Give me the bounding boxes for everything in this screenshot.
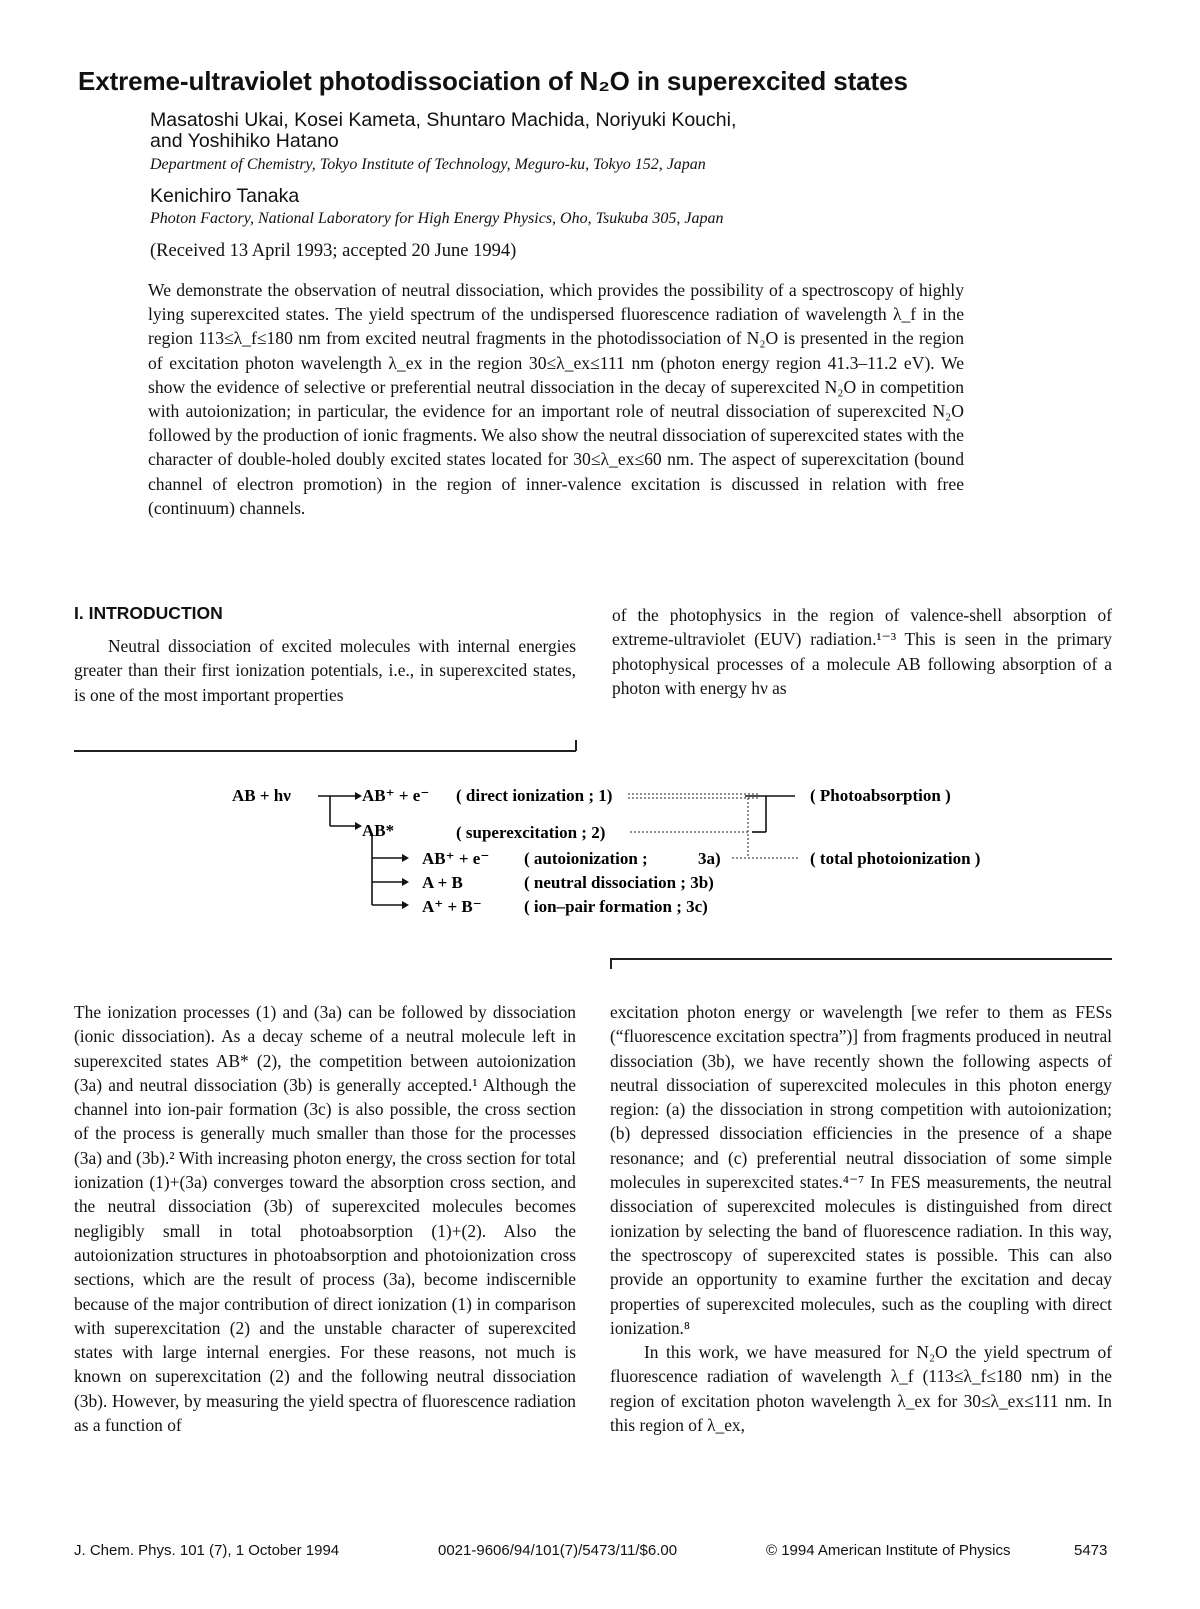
intro-paragraph-2-left: The ionization processes (1) and (3a) can be followed by dissociation (ionic dissociation). As a decay scheme of a neutral molecule left in superexcited states AB* (2), the competition between autoionization (3a) and neutral dissociation (3b) is generally accepted.¹ Although the channel into ion-pair formation (3c) is also possible, the cross section of the process is generally much smaller than those for the processes (3a) and (3b).² With increasing photon energy, the cross section for total ionization (1)+(3a) converges toward the absorption cross section, and the neutral dissociation (3b) of superexcited molecules becomes negligibly small in total photoabsorption (1)+(2). Also the autoionization structures in photoabsorption and photoionization cross sections, which are the result of process (3a), become indiscernible because of the major contribution of direct ionization (1) in comparison with superexcitation (2) and the unstable character of superexcited states with large internal energies. For these reasons, not much is known on superexcitation (2) and the following neutral dissociation (3b). However, by measuring the yield spectra of fluorescence radiation as a function of xyxy=(74,1002,576,1436)
scheme-product-3c: A⁺ + B⁻ xyxy=(422,897,482,916)
intro-paragraph-1-right: of the photophysics in the region of valence-shell absorption of extreme-ultraviolet (EUV) radiation.¹⁻³ This is seen in the primary photophysical processes of a molecule AB following absorption of a photon with energy hν as xyxy=(612,605,1112,698)
intro-paragraph-1-left: Neutral dissociation of excited molecules with internal energies greater than their first ionization potentials, i.e., in superexcited states, is one of the most important properties xyxy=(74,636,576,705)
affiliation-2: Photon Factory, National Laboratory for High Energy Physics, Oho, Tsukuba 305, Japan xyxy=(150,210,724,227)
scheme-label-3b: ( neutral dissociation ; 3b) xyxy=(524,873,714,892)
scheme-product-1: AB⁺ + e⁻ xyxy=(362,786,430,805)
rule-right-tick xyxy=(610,958,612,969)
author-block xyxy=(150,110,736,152)
paper-title: Extreme-ultraviolet photodissociation of N₂O in superexcited states xyxy=(78,66,908,96)
scheme-reactant: AB + hν xyxy=(232,786,291,805)
footer-code: 0021-9606/94/101(7)/5473/11/$6.00 xyxy=(438,1542,678,1559)
scheme-label-3a: ( autoionization ; xyxy=(524,849,648,868)
scheme-product-2: AB* xyxy=(362,821,395,840)
abstract-text: We demonstrate the observation of neutral dissociation, which provides the possibility of a spectroscopy of highly lying superexcited states. The yield spectrum of the undispersed fluorescence radiation of wavelength λ_f in the region 113≤λ_f≤180 nm from excited neutral fragments in the photodissociation of N₂O is presented in the region of excitation photon wavelength λ_ex in the region 30≤λ_ex≤111 nm (photon energy region 41.3–11.2 eV). We show the evidence of selective or preferential neutral dissociation in the decay of superexcited N₂O in competition with autoionization; in particular, the evidence for an important role of neutral dissociation of superexcited N₂O followed by the production of ionic fragments. We also show the neutral dissociation of superexcited states with the character of double-holed doubly excited states located for 30≤λ_ex≤60 nm. The aspect of superexcitation (bound channel of electron promotion) in the region of inner-valence excitation is discussed in relation with free (continuum) channels. xyxy=(148,280,964,518)
scheme-label-2: ( superexcitation ; 2) xyxy=(456,823,606,842)
intro-left-bottom xyxy=(74,1000,576,1437)
footer-journal: J. Chem. Phys. 101 (7), 1 October 1994 xyxy=(74,1542,340,1559)
authors-line-2: and Yoshihiko Hatano xyxy=(150,130,339,152)
rule-left-tick xyxy=(575,740,577,751)
scheme-label-3c: ( ion–pair formation ; 3c) xyxy=(524,897,708,916)
intro-right-bottom xyxy=(610,1000,1112,1437)
scheme-product-3a: AB⁺ + e⁻ xyxy=(422,849,490,868)
abstract xyxy=(148,278,964,520)
scheme-branch-lines xyxy=(318,796,402,905)
authors-line-1: Masatoshi Ukai, Kosei Kameta, Shuntaro Machida, Noriyuki Kouchi, xyxy=(150,109,737,131)
rule-left xyxy=(74,750,576,752)
scheme-photoabsorption: ( Photoabsorption ) xyxy=(810,786,951,805)
footer-page-number: 5473 xyxy=(1074,1542,1108,1559)
scheme-total-photoionization: ( total photoionization ) xyxy=(810,849,981,868)
author-2: Kenichiro Tanaka xyxy=(150,185,300,207)
received-dates: (Received 13 April 1993; accepted 20 June 1994) xyxy=(150,241,517,261)
scheme-label-1: ( direct ionization ; 1) xyxy=(456,786,613,805)
intro-paragraph-3-right: In this work, we have measured for N₂O the yield spectrum of fluorescence radiation of wavelength λ_f (113≤λ_f≤180 nm) in the region of excitation photon wavelength λ_ex for 30≤λ_ex≤111 nm. In this region of λ_ex, xyxy=(610,1342,1112,1436)
section-heading: I. INTRODUCTION xyxy=(74,603,223,623)
scheme-brackets xyxy=(745,796,795,832)
rule-right xyxy=(610,958,1112,960)
footer-copyright: © 1994 American Institute of Physics xyxy=(766,1542,1011,1559)
intro-right-top xyxy=(612,603,1112,700)
affiliation-1: Department of Chemistry, Tokyo Institute of Technology, Meguro-ku, Tokyo 152, Japan xyxy=(150,156,706,173)
scheme-arrowheads xyxy=(355,792,409,909)
scheme-product-3b: A + B xyxy=(422,873,463,892)
intro-left-top xyxy=(74,634,576,707)
intro-paragraph-2-right: excitation photon energy or wavelength [we refer to them as FESs (“fluorescence excitation spectra”)] from fragments produced in neutral dissociation (3b), we have recently shown the following aspects of neutral dissociation of superexcited molecules in this photon energy region: (a) the dissociation in strong competition with autoionization; (b) depressed dissociation efficiencies in the presence of a shape resonance; and (c) preferential neutral dissociation of some simple molecules in superexcited states.⁴⁻⁷ In FES measurements, the neutral dissociation of superexcited molecules is distinguished from direct ionization by selecting the band of fluorescence radiation. In this way, the spectroscopy of superexcited states is possible. This can also provide an opportunity to examine further the excitation and decay properties of superexcited molecules, such as the coupling with direct ionization.⁸ xyxy=(610,1002,1112,1338)
scheme-number-3a: 3a) xyxy=(698,849,721,868)
reaction-scheme xyxy=(0,770,1200,930)
